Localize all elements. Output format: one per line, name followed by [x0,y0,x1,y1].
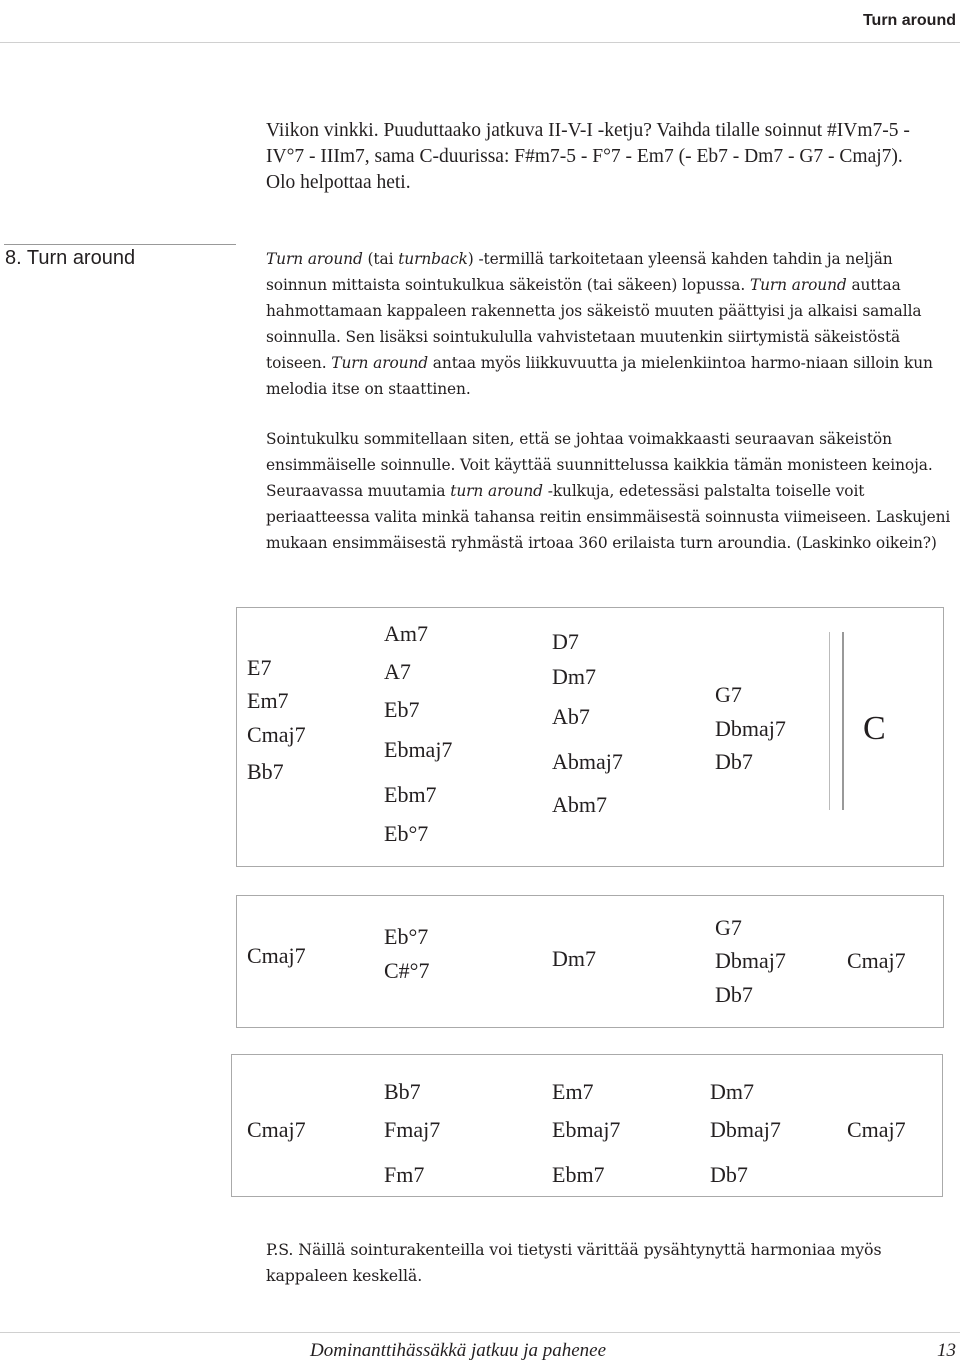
barline [829,632,830,810]
chord: Db7 [715,982,753,1007]
chord: G7 [715,682,742,707]
chord: Ab7 [552,704,590,729]
page-number: 13 [937,1340,956,1361]
chord: E7 [247,655,272,680]
chord: Fmaj7 [384,1117,441,1142]
chord: Dm7 [552,664,596,689]
chord: Dm7 [552,946,596,971]
chord: Eb7 [384,697,420,722]
tip-line-1: Viikon vinkki. Puuduttaako jatkuva II-V-I -ketju? Vaihda tilalle soinnut #IVm7-5 - [266,120,910,141]
chord: Ebm7 [384,782,437,807]
chord: Am7 [384,621,428,646]
chord: Ebmaj7 [552,1117,621,1142]
footer-rule [0,1332,960,1333]
chord: Cmaj7 [847,1117,906,1142]
header-rule [0,42,960,43]
chord: Dm7 [710,1079,754,1104]
barline-thick [842,632,844,810]
term-turn-around: Turn around [266,250,363,268]
chord-chart-1 [236,607,944,867]
chord: Dbmaj7 [715,716,786,741]
chord: G7 [715,915,742,940]
chord: Db7 [715,749,753,774]
chord: Dbmaj7 [715,948,786,973]
chord: Cmaj7 [847,948,906,973]
chord: Ebmaj7 [384,737,453,762]
chord: Bb7 [384,1079,421,1104]
chord-chart-2 [236,895,944,1028]
intro-paragraph: Turn around (tai turnback) -termillä tarkoitetaan yleensä kahden tahdin ja neljän soinnun mittaista sointukulkua säkeistön (tai säkeen) lopussa. Turn around auttaa hahmottamaan kappaleen rakennetta jos säkeistö muuten päättyisi ja alkaisi samalla soinnulla. Sen lisäksi sointukululla vahvistetaan muutenkin siirtymistä säkeistöstä toiseen. Turn around antaa myös liikkuvuutta ja mielenkiintoa harmo-niaan silloin kun melodia itse on staattinen. [266,250,933,398]
chord: Eb°7 [384,924,429,949]
chord: D7 [552,629,579,654]
chord: Abmaj7 [552,749,623,774]
chord: A7 [384,659,411,684]
running-header: Turn around [862,12,956,29]
chord: Cmaj7 [247,1117,306,1142]
chord: Abm7 [552,792,607,817]
chord: Ebm7 [552,1162,605,1187]
chord: Db7 [710,1162,748,1187]
chord: Em7 [247,688,289,713]
ps-paragraph [266,1237,956,1289]
tip-line-3: Olo helpottaa heti. [266,172,411,193]
chord: Eb°7 [384,821,429,846]
ps-line-1: P.S. Näillä sointurakenteilla voi tietysti värittää pysähtynyttä harmoniaa myös [266,1240,882,1259]
term-turnback: turnback [398,250,468,268]
chord: C#°7 [384,958,430,983]
chord-target: C [863,710,886,747]
footer-title: Dominanttihässäkkä jatkuu ja pahenee [310,1340,607,1361]
chord: Em7 [552,1079,594,1104]
chord: Dbmaj7 [710,1117,781,1142]
section-rule [4,244,236,245]
section-title: 8. Turn around [5,247,136,269]
chord: Fm7 [384,1162,425,1187]
tip-line-2: IV°7 - IIIm7, sama C-duurissa: F#m7-5 - F°7 - Em7 (- Eb7 - Dm7 - G7 - Cmaj7). [266,146,903,167]
tip-paragraph [266,118,958,196]
chord-chart-3 [231,1054,943,1197]
chord: Cmaj7 [247,722,306,747]
chord: Cmaj7 [247,943,306,968]
ps-line-2: kappaleen keskellä. [266,1266,423,1285]
chord: Bb7 [247,759,284,784]
method-paragraph: Sointukulku sommitellaan siten, että se johtaa voimakkaasti seuraavan säkeistön ensimmäiselle soinnulle. Voit käyttää suunnittelussa kaikkia tämän monisteen keinoja. Seuraavassa muutamia turn around -kulkuja, edetessäsi palstalta toiselle voit periaatteessa valita minkä tahansa reitin ensimmäisestä soinnusta viimeiseen. Laskujeni mukaan ensimmäisestä ryhmästä irtoaa 360 erilaista turn aroundia. (Laskinko oikein?) [266,430,951,552]
